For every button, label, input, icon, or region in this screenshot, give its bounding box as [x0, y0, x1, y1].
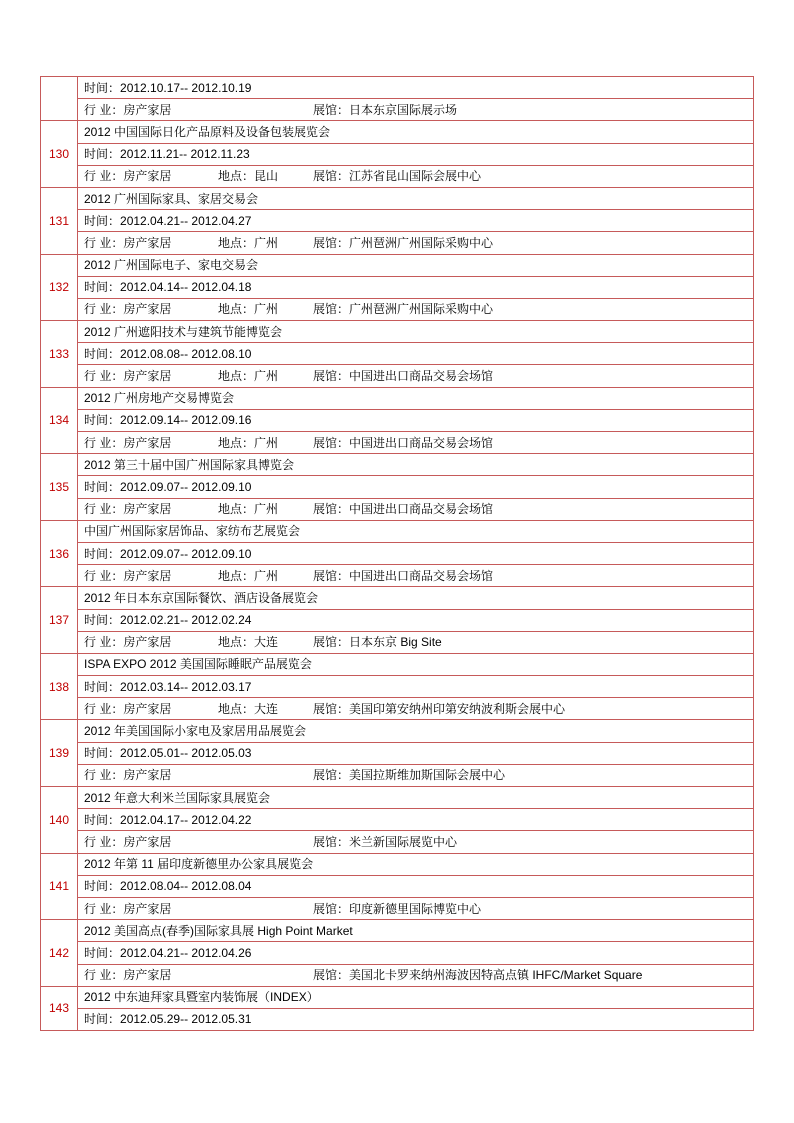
industry-label: 行 业：: [84, 435, 124, 450]
entry-number: 143: [41, 986, 78, 1030]
entry-detail: [78, 165, 754, 187]
industry-value: 房产家居: [123, 502, 172, 517]
industry-field: [84, 433, 218, 453]
time-value: 2012.09.14-- 2012.09.16: [120, 413, 252, 428]
entry-number: 138: [41, 653, 78, 720]
entry-title: 2012 年日本东京国际餐饮、酒店设备展览会: [78, 587, 754, 609]
entry-number: 140: [41, 787, 78, 854]
time-label: 时间：: [84, 679, 121, 694]
location-label: 地点：: [218, 435, 255, 450]
location-value: 大连: [254, 635, 279, 650]
table-row: [41, 432, 754, 454]
table-row: [41, 542, 754, 564]
entry-number: 133: [41, 321, 78, 388]
location-value: 广州: [254, 435, 279, 450]
table-row: [41, 387, 754, 409]
entry-time: [78, 542, 754, 564]
entry-time: [78, 343, 754, 365]
venue-value: 美国印第安纳州印第安纳波利斯会展中心: [349, 701, 566, 716]
table-row: [41, 365, 754, 387]
venue-label: 展馆：: [313, 302, 350, 317]
venue-value: 美国拉斯维加斯国际会展中心: [349, 768, 506, 783]
entry-title: 2012 年第 11 届印度新德里办公家具展览会: [78, 853, 754, 875]
venue-label: 展馆：: [313, 701, 350, 716]
entry-title: 2012 年意大利米兰国际家具展览会: [78, 787, 754, 809]
location-label: 地点：: [218, 568, 255, 583]
industry-label: 行 业：: [84, 369, 124, 384]
table-row: [41, 476, 754, 498]
entry-detail: [78, 99, 754, 121]
entry-time: [78, 1008, 754, 1030]
location-label: 地点：: [218, 502, 255, 517]
table-row: [41, 254, 754, 276]
industry-field: [84, 832, 218, 852]
location-label: 地点：: [218, 235, 255, 250]
location-value: 大连: [254, 701, 279, 716]
time-value: 2012.08.04-- 2012.08.04: [120, 879, 252, 894]
location-value: 广州: [254, 369, 279, 384]
time-label: 时间：: [84, 879, 121, 894]
industry-value: 房产家居: [123, 635, 172, 650]
industry-field: [84, 299, 218, 319]
venue-field: [313, 103, 457, 117]
venue-field: [313, 835, 457, 849]
location-value: 广州: [254, 568, 279, 583]
table-row: [41, 875, 754, 897]
time-label: 时间：: [84, 80, 121, 95]
industry-value: 房产家居: [123, 768, 172, 783]
industry-label: 行 业：: [84, 502, 124, 517]
table-row: [41, 964, 754, 986]
industry-label: 行 业：: [84, 102, 124, 117]
venue-label: 展馆：: [313, 768, 350, 783]
industry-value: 房产家居: [123, 369, 172, 384]
venue-field: [313, 768, 505, 782]
entry-detail: [78, 764, 754, 786]
industry-label: 行 业：: [84, 768, 124, 783]
time-label: 时间：: [84, 945, 121, 960]
entry-detail: [78, 432, 754, 454]
location-label: 地点：: [218, 635, 255, 650]
venue-label: 展馆：: [313, 235, 350, 250]
venue-label: 展馆：: [313, 435, 350, 450]
table-row: [41, 986, 754, 1008]
industry-value: 房产家居: [123, 968, 172, 983]
venue-label: 展馆：: [313, 502, 350, 517]
table-row: [41, 520, 754, 542]
time-label: 时间：: [84, 746, 121, 761]
entry-time: [78, 609, 754, 631]
industry-field: [84, 100, 218, 120]
table-row: [41, 165, 754, 187]
table-row: [41, 121, 754, 143]
venue-field: [313, 169, 481, 183]
time-label: 时间：: [84, 812, 121, 827]
industry-value: 房产家居: [123, 901, 172, 916]
entry-title: 2012 广州遮阳技术与建筑节能博览会: [78, 321, 754, 343]
time-value: 2012.11.21-- 2012.11.23: [120, 147, 250, 162]
industry-value: 房产家居: [123, 834, 172, 849]
venue-value: 中国进出口商品交易会场馆: [349, 568, 494, 583]
entry-detail: [78, 365, 754, 387]
table-row: [41, 698, 754, 720]
entry-detail: [78, 964, 754, 986]
entry-number: 134: [41, 387, 78, 454]
entry-time: [78, 809, 754, 831]
location-field: [218, 299, 313, 319]
entry-title: 2012 广州房地产交易博览会: [78, 387, 754, 409]
time-value: 2012.10.17-- 2012.10.19: [120, 80, 252, 95]
venue-value: 中国进出口商品交易会场馆: [349, 435, 494, 450]
industry-label: 行 业：: [84, 302, 124, 317]
table-row: [41, 631, 754, 653]
location-field: [218, 233, 313, 253]
time-value: 2012.02.21-- 2012.02.24: [120, 613, 252, 628]
location-label: 地点：: [218, 369, 255, 384]
venue-field: [313, 635, 442, 649]
location-value: 昆山: [254, 169, 279, 184]
exhibition-table: [40, 76, 754, 1031]
entry-title: 中国广州国际家居饰品、家纺布艺展览会: [78, 520, 754, 542]
exhibition-table-body: [41, 77, 754, 1031]
venue-label: 展馆：: [313, 635, 350, 650]
entry-time: [78, 276, 754, 298]
time-label: 时间：: [84, 346, 121, 361]
time-value: 2012.03.14-- 2012.03.17: [120, 679, 252, 694]
entry-detail: [78, 298, 754, 320]
venue-label: 展馆：: [313, 102, 350, 117]
industry-label: 行 业：: [84, 568, 124, 583]
industry-value: 房产家居: [123, 568, 172, 583]
entry-number: [41, 77, 78, 121]
time-value: 2012.08.08-- 2012.08.10: [120, 346, 252, 361]
industry-label: 行 业：: [84, 701, 124, 716]
entry-detail: [78, 232, 754, 254]
entry-title: 2012 广州国际家具、家居交易会: [78, 187, 754, 209]
time-label: 时间：: [84, 147, 121, 162]
entry-detail: [78, 897, 754, 919]
venue-value: 广州琶洲广州国际采购中心: [349, 235, 494, 250]
entry-title: 2012 中东迪拜家具暨室内装饰展（INDEX）: [78, 986, 754, 1008]
industry-field: [84, 632, 218, 652]
industry-label: 行 业：: [84, 235, 124, 250]
entry-title: 2012 年美国国际小家电及家居用品展览会: [78, 720, 754, 742]
time-label: 时间：: [84, 213, 121, 228]
entry-detail: [78, 831, 754, 853]
table-row: [41, 764, 754, 786]
time-value: 2012.04.21-- 2012.04.26: [120, 945, 252, 960]
location-value: 广州: [254, 235, 279, 250]
venue-field: [313, 569, 493, 583]
venue-value: 中国进出口商品交易会场馆: [349, 502, 494, 517]
table-row: [41, 321, 754, 343]
table-row: [41, 809, 754, 831]
venue-value: 日本东京 Big Site: [349, 635, 442, 650]
venue-field: [313, 902, 481, 916]
table-row: [41, 99, 754, 121]
location-field: [218, 499, 313, 519]
venue-field: [313, 302, 493, 316]
time-value: 2012.04.17-- 2012.04.22: [120, 812, 252, 827]
entry-time: [78, 143, 754, 165]
industry-label: 行 业：: [84, 635, 124, 650]
venue-label: 展馆：: [313, 901, 350, 916]
industry-field: [84, 765, 218, 785]
entry-title: ISPA EXPO 2012 美国国际睡眠产品展览会: [78, 653, 754, 675]
venue-field: [313, 502, 493, 516]
time-value: 2012.05.01-- 2012.05.03: [120, 746, 252, 761]
venue-label: 展馆：: [313, 568, 350, 583]
entry-time: [78, 676, 754, 698]
industry-field: [84, 499, 218, 519]
time-value: 2012.09.07-- 2012.09.10: [120, 546, 252, 561]
table-row: [41, 831, 754, 853]
entry-time: [78, 476, 754, 498]
industry-field: [84, 366, 218, 386]
location-field: [218, 566, 313, 586]
table-row: [41, 942, 754, 964]
entry-number: 131: [41, 187, 78, 254]
entry-number: 137: [41, 587, 78, 654]
table-row: [41, 676, 754, 698]
table-row: [41, 565, 754, 587]
industry-field: [84, 233, 218, 253]
time-value: 2012.09.07-- 2012.09.10: [120, 479, 252, 494]
venue-label: 展馆：: [313, 968, 350, 983]
entry-number: 136: [41, 520, 78, 587]
venue-label: 展馆：: [313, 369, 350, 384]
location-value: 广州: [254, 502, 279, 517]
industry-field: [84, 899, 218, 919]
table-row: [41, 143, 754, 165]
industry-field: [84, 566, 218, 586]
table-row: [41, 77, 754, 99]
industry-value: 房产家居: [123, 302, 172, 317]
venue-value: 中国进出口商品交易会场馆: [349, 369, 494, 384]
industry-value: 房产家居: [123, 169, 172, 184]
entry-title: 2012 广州国际电子、家电交易会: [78, 254, 754, 276]
entry-time: [78, 77, 754, 99]
venue-field: [313, 702, 565, 716]
venue-value: 美国北卡罗来纳州海波因特高点镇 IHFC/Market Square: [349, 968, 643, 983]
venue-label: 展馆：: [313, 169, 350, 184]
table-row: [41, 343, 754, 365]
table-row: [41, 210, 754, 232]
industry-label: 行 业：: [84, 834, 124, 849]
location-field: [218, 366, 313, 386]
industry-field: [84, 166, 218, 186]
table-row: [41, 742, 754, 764]
entry-title: 2012 中国国际日化产品原料及设备包装展览会: [78, 121, 754, 143]
location-value: 广州: [254, 302, 279, 317]
industry-field: [84, 965, 218, 985]
entry-time: [78, 942, 754, 964]
entry-detail: [78, 565, 754, 587]
venue-field: [313, 968, 642, 982]
location-field: [218, 166, 313, 186]
entry-number: 141: [41, 853, 78, 920]
table-row: [41, 897, 754, 919]
venue-value: 印度新德里国际博览中心: [349, 901, 482, 916]
table-row: [41, 232, 754, 254]
industry-label: 行 业：: [84, 901, 124, 916]
time-label: 时间：: [84, 479, 121, 494]
table-row: [41, 298, 754, 320]
entry-title: 2012 第三十届中国广州国际家具博览会: [78, 454, 754, 476]
entry-detail: [78, 498, 754, 520]
table-row: [41, 187, 754, 209]
location-field: [218, 699, 313, 719]
location-label: 地点：: [218, 701, 255, 716]
table-row: [41, 409, 754, 431]
time-label: 时间：: [84, 546, 121, 561]
table-row: [41, 276, 754, 298]
entry-time: [78, 742, 754, 764]
table-row: [41, 920, 754, 942]
industry-value: 房产家居: [123, 102, 172, 117]
industry-value: 房产家居: [123, 435, 172, 450]
venue-value: 米兰新国际展览中心: [349, 834, 458, 849]
table-row: [41, 720, 754, 742]
industry-value: 房产家居: [123, 701, 172, 716]
location-field: [218, 433, 313, 453]
table-row: [41, 1008, 754, 1030]
table-row: [41, 454, 754, 476]
industry-label: 行 业：: [84, 968, 124, 983]
entry-time: [78, 875, 754, 897]
industry-value: 房产家居: [123, 235, 172, 250]
table-row: [41, 853, 754, 875]
venue-value: 江苏省昆山国际会展中心: [349, 169, 482, 184]
location-field: [218, 632, 313, 652]
venue-field: [313, 369, 493, 383]
industry-label: 行 业：: [84, 169, 124, 184]
venue-value: 广州琶洲广州国际采购中心: [349, 302, 494, 317]
table-row: [41, 787, 754, 809]
time-value: 2012.04.14-- 2012.04.18: [120, 280, 252, 295]
table-row: [41, 609, 754, 631]
time-label: 时间：: [84, 413, 121, 428]
time-label: 时间：: [84, 280, 121, 295]
location-label: 地点：: [218, 302, 255, 317]
table-row: [41, 653, 754, 675]
time-label: 时间：: [84, 1012, 121, 1027]
entry-number: 139: [41, 720, 78, 787]
industry-field: [84, 699, 218, 719]
venue-label: 展馆：: [313, 834, 350, 849]
venue-value: 日本东京国际展示场: [349, 102, 458, 117]
entry-title: 2012 美国高点(春季)国际家具展 High Point Market: [78, 920, 754, 942]
entry-time: [78, 409, 754, 431]
entry-detail: [78, 698, 754, 720]
time-label: 时间：: [84, 613, 121, 628]
entry-number: 132: [41, 254, 78, 321]
entry-time: [78, 210, 754, 232]
entry-detail: [78, 631, 754, 653]
table-row: [41, 498, 754, 520]
venue-field: [313, 236, 493, 250]
time-value: 2012.05.29-- 2012.05.31: [120, 1012, 252, 1027]
entry-number: 130: [41, 121, 78, 188]
location-label: 地点：: [218, 169, 255, 184]
entry-number: 135: [41, 454, 78, 521]
time-value: 2012.04.21-- 2012.04.27: [120, 213, 252, 228]
table-row: [41, 587, 754, 609]
venue-field: [313, 436, 493, 450]
entry-number: 142: [41, 920, 78, 987]
